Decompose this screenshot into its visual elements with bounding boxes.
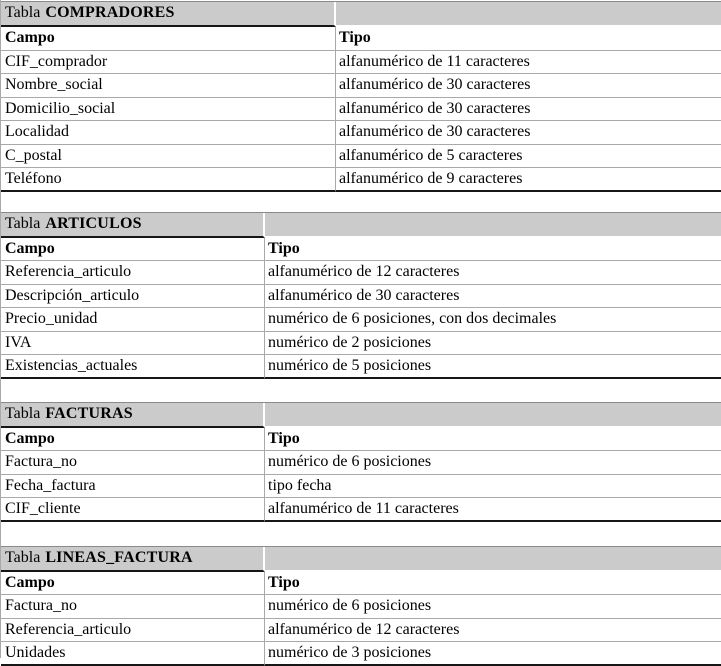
field-name: Teléfono <box>1 168 336 192</box>
field-name: Fecha_factura <box>1 475 265 499</box>
table-row <box>1 498 721 522</box>
field-type: alfanumérico de 30 caracteres <box>336 121 721 145</box>
column-header-campo: Campo <box>1 572 265 596</box>
table-title-cell-empty <box>265 213 721 236</box>
field-name: C_postal <box>1 145 336 169</box>
field-type: numérico de 6 posiciones <box>265 595 721 619</box>
table-row <box>1 51 721 75</box>
field-type: numérico de 6 posiciones <box>265 451 721 475</box>
table-title-prefix: Tabla <box>5 548 41 566</box>
field-name: Factura_no <box>1 595 265 619</box>
field-type: alfanumérico de 30 caracteres <box>265 285 721 309</box>
table-row <box>1 595 721 619</box>
table-title-cell <box>1 2 336 27</box>
table-row <box>1 332 721 356</box>
table-row <box>1 355 721 379</box>
column-header-campo: Campo <box>1 27 336 51</box>
table-title-cell-empty <box>265 403 721 426</box>
table-header-row <box>1 572 721 596</box>
table-title-cell <box>1 547 265 572</box>
table-header-row <box>1 27 721 51</box>
table-title-row <box>1 213 721 238</box>
field-name: IVA <box>1 332 265 356</box>
table-lineas-factura <box>1 546 721 666</box>
table-title-prefix: Tabla <box>5 214 41 232</box>
field-name: Domicilio_social <box>1 98 336 122</box>
field-type: numérico de 2 posiciones <box>265 332 721 356</box>
table-row <box>1 285 721 309</box>
column-header-tipo: Tipo <box>265 572 721 596</box>
column-header-tipo: Tipo <box>265 428 721 452</box>
field-name: CIF_comprador <box>1 51 336 75</box>
column-header-tipo: Tipo <box>336 27 721 51</box>
field-type: alfanumérico de 30 caracteres <box>336 74 721 98</box>
table-title-row <box>1 2 721 27</box>
table-title-cell-empty <box>265 547 721 570</box>
table-row <box>1 121 721 145</box>
field-name: Unidades <box>1 642 265 666</box>
field-name: Descripción_articulo <box>1 285 265 309</box>
table-header-row <box>1 428 721 452</box>
column-header-campo: Campo <box>1 238 265 262</box>
table-title-prefix: Tabla <box>5 4 41 21</box>
field-name: Nombre_social <box>1 74 336 98</box>
field-type: alfanumérico de 5 caracteres <box>336 145 721 169</box>
table-row <box>1 451 721 475</box>
table-title-cell <box>1 403 265 428</box>
field-type: alfanumérico de 12 caracteres <box>265 261 721 285</box>
field-name: Referencia_articulo <box>1 261 265 285</box>
table-row <box>1 261 721 285</box>
field-type: tipo fecha <box>265 475 721 499</box>
field-type: alfanumérico de 9 caracteres <box>336 168 721 192</box>
table-title-name: ARTICULOS <box>45 214 142 232</box>
field-type: numérico de 5 posiciones <box>265 355 721 379</box>
table-separator <box>1 192 721 212</box>
table-row <box>1 308 721 332</box>
column-header-tipo: Tipo <box>265 238 721 262</box>
table-title-row <box>1 403 721 428</box>
field-type: numérico de 3 posiciones <box>265 642 721 666</box>
table-header-row <box>1 238 721 262</box>
table-title-name: COMPRADORES <box>45 4 175 21</box>
table-row <box>1 74 721 98</box>
table-title-row <box>1 547 721 572</box>
field-name: Precio_unidad <box>1 308 265 332</box>
field-name: Existencias_actuales <box>1 355 265 379</box>
field-type: alfanumérico de 11 caracteres <box>336 51 721 75</box>
table-title-prefix: Tabla <box>5 404 41 422</box>
field-type: alfanumérico de 11 caracteres <box>265 498 721 522</box>
field-name: CIF_cliente <box>1 498 265 522</box>
table-row <box>1 475 721 499</box>
table-row <box>1 619 721 643</box>
table-separator <box>1 522 721 546</box>
field-type: alfanumérico de 12 caracteres <box>265 619 721 643</box>
table-title-cell-empty <box>336 2 721 25</box>
table-compradores <box>1 1 721 192</box>
field-name: Localidad <box>1 121 336 145</box>
field-name: Factura_no <box>1 451 265 475</box>
table-row <box>1 145 721 169</box>
table-row <box>1 98 721 122</box>
table-row <box>1 168 721 192</box>
column-header-campo: Campo <box>1 428 265 452</box>
table-separator <box>1 379 721 402</box>
table-row <box>1 642 721 666</box>
table-title-name: FACTURAS <box>45 404 133 422</box>
field-name: Referencia_articulo <box>1 619 265 643</box>
table-title-cell <box>1 213 265 238</box>
field-type: numérico de 6 posiciones, con dos decimales <box>265 308 721 332</box>
table-facturas <box>1 402 721 522</box>
table-title-name: LINEAS_FACTURA <box>45 548 193 566</box>
field-type: alfanumérico de 30 caracteres <box>336 98 721 122</box>
table-articulos <box>1 212 721 379</box>
